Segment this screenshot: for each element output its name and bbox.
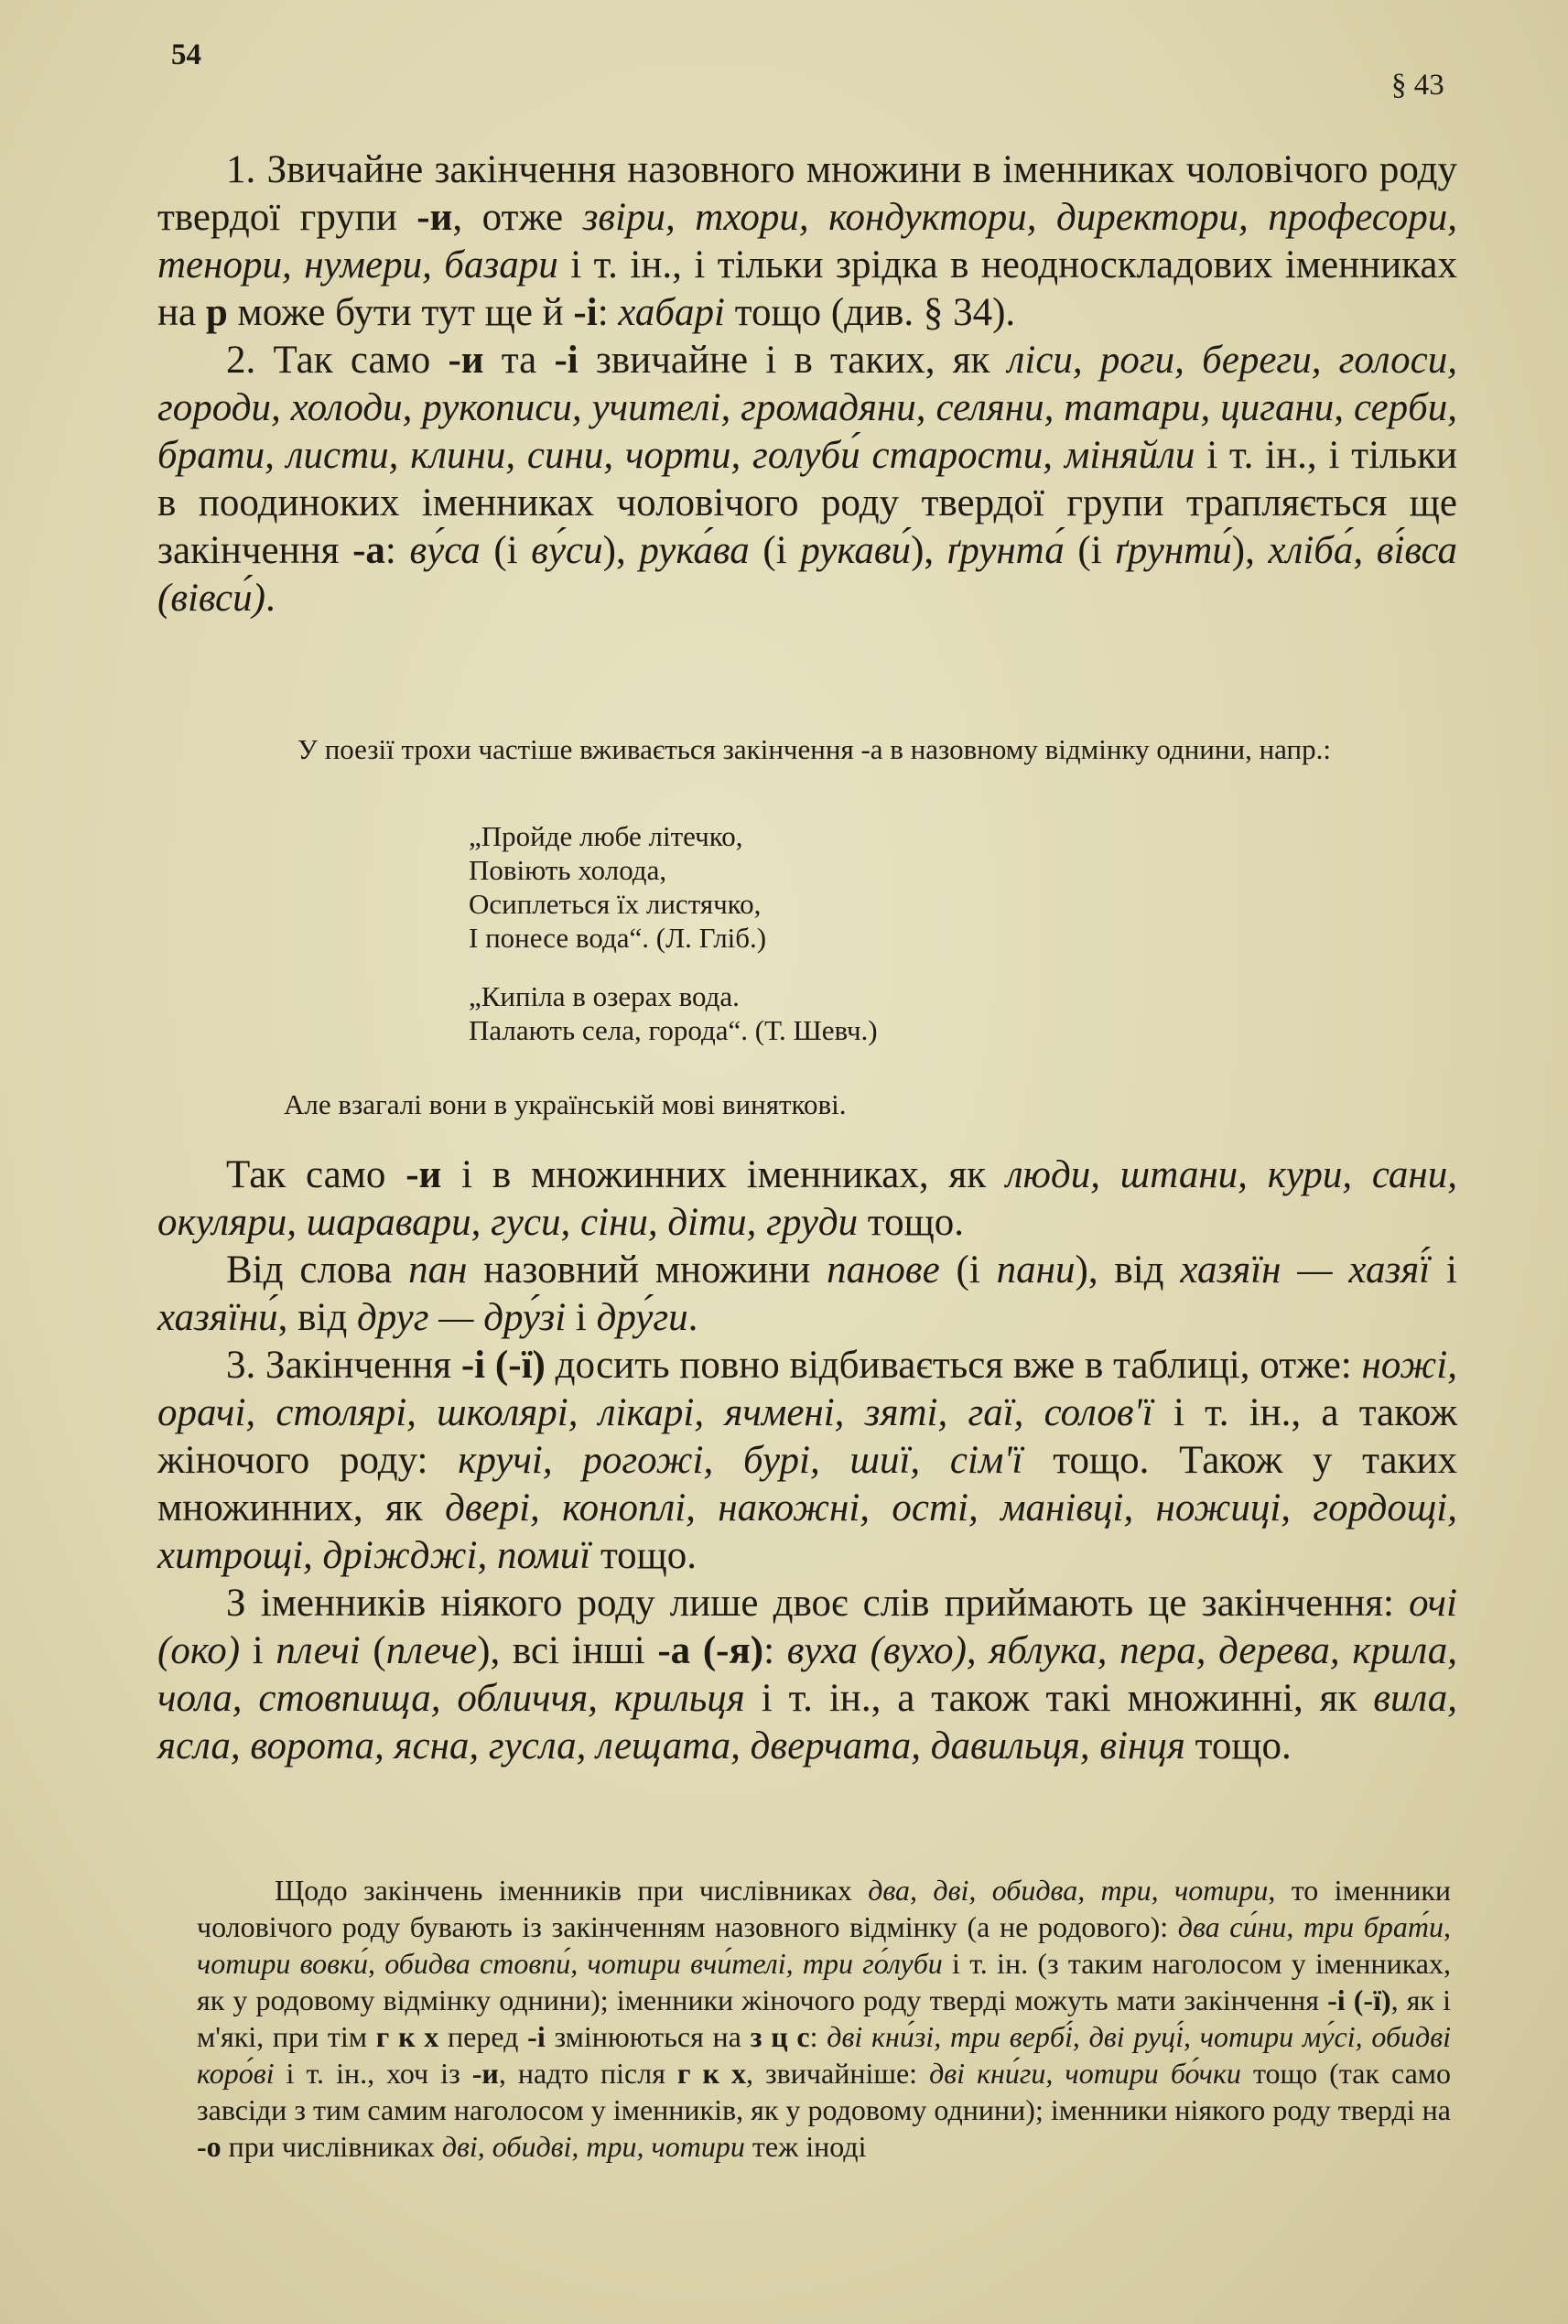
- bold-text: р: [205, 291, 228, 334]
- italic-text: ліси, роги, береги, голоси, городи, холоди, рукописи, учителі, громадяни, селяни, татари, цигани, серби, брати, листи, клини, сини, чорти, голуби́ старости, міняйли: [157, 339, 1457, 477]
- text-run: тощо.: [1184, 1724, 1292, 1767]
- text-run: тощо. Також у таких множинних, як: [157, 1439, 1457, 1530]
- text-run: 2. Так само: [226, 339, 449, 382]
- verse-1-line: Повіють холода,: [469, 854, 667, 886]
- text-run: .: [687, 1296, 698, 1339]
- text-run: :: [597, 291, 619, 334]
- italic-text: два си́ни, три брат́и, чотири вовки́, обидва стовпи́, чотири вчи́телі, три го́луби: [197, 1910, 1452, 1980]
- italic-text: люди, штани, кури, сани, окуляри, шаравари, гуси, сіни, діти, груди: [157, 1153, 1457, 1244]
- note-1: У поезії трохи частіше вживається закінчення -а в назовному відмінку однини, напр.:: [297, 733, 1331, 765]
- italic-text: ножі, орачі, столярі, школярі, лікарі, ячмені, зяті, гаї, солов'ї: [157, 1344, 1457, 1434]
- text-run: і т. ін., а також такі множинні, як: [744, 1677, 1374, 1720]
- italic-text: хліба́, ві́вса (вівси́): [157, 529, 1457, 620]
- text-run: звичайне і в таких, як: [578, 339, 1008, 382]
- text-run: назовний множини: [467, 1248, 827, 1292]
- bold-text: -а: [352, 529, 385, 572]
- text-run: (і: [939, 1248, 997, 1292]
- main-text-bottom: [157, 1151, 1457, 1770]
- italic-text: очі (око): [157, 1582, 1457, 1672]
- italic-text: плечі: [276, 1629, 361, 1672]
- text-run: ), всі інші: [477, 1629, 658, 1672]
- text-run: при числівниках: [221, 2130, 442, 2163]
- text-run: 1. Звичайне закінчення назовного множини в іменниках чоловічого роду твердої групи: [157, 148, 1457, 239]
- bold-text: -и: [448, 339, 484, 382]
- note-3: [197, 1872, 1451, 2165]
- italic-text: дві, обидві, три, чотири: [441, 2130, 745, 2163]
- italic-text: вуха (вухо), яблука, пера, дерева, крила, чола, стовпища, обличчя, крильця: [157, 1629, 1457, 1720]
- text-run: ),: [911, 529, 947, 572]
- text-run: , звичайніше:: [746, 2057, 930, 2090]
- bold-text: -і (-ї): [1327, 1984, 1391, 2016]
- italic-text: ву́си: [531, 529, 603, 572]
- text-run: і: [566, 1296, 597, 1339]
- text-run: і: [240, 1629, 276, 1672]
- italic-text: пан: [408, 1248, 468, 1292]
- text-run: і т. ін., і тільки зрідка в неодноскладових іменниках на: [157, 243, 1457, 334]
- paragraph-1: [157, 146, 1457, 337]
- text-run: ),: [602, 529, 640, 572]
- text-run: змінюються на: [545, 2020, 751, 2053]
- bold-text: -а (-я): [657, 1629, 764, 1672]
- text-run: , від: [277, 1296, 357, 1339]
- italic-text: пани: [996, 1248, 1076, 1292]
- bold-text: -і: [554, 339, 579, 382]
- verse-2: [469, 979, 878, 1047]
- bold-text: -і: [573, 291, 598, 334]
- italic-text: рукави́: [800, 529, 912, 572]
- verse-2-line: Палають села, города“. (Т. Шевч.): [469, 1014, 878, 1046]
- text-run: досить повно відбивається вже в таблиці, отже:: [545, 1344, 1362, 1387]
- verse-1-line: Осиплеться їх листячко,: [469, 888, 762, 920]
- text-run: тощо (так само завсіди з тим самим наголосом у іменників, як у родовому однини); іменники ніякого роду тверді на: [197, 2057, 1452, 2126]
- italic-text: ґрунти́: [1115, 529, 1232, 572]
- text-run: :: [384, 529, 410, 572]
- bold-text: з ц с: [750, 2020, 810, 2053]
- verse-1-line: І понесе вода“. (Л. Гліб.): [469, 922, 767, 954]
- italic-text: ву́са: [409, 529, 481, 572]
- bold-text: -и: [406, 1153, 442, 1196]
- text-run: (і: [480, 529, 532, 572]
- paragraph-4: [157, 1247, 1457, 1342]
- text-run: і т. ін. (з таким наголосом у іменниках, як у родовому відмінку однини); іменники жіночого роду тверді можуть мати закінчення: [197, 1947, 1452, 2016]
- numeral-note: [197, 1872, 1451, 2165]
- text-run: .: [265, 577, 276, 620]
- italic-text: хазяїн — хазяї́: [1180, 1248, 1431, 1292]
- paragraph-6: [157, 1580, 1457, 1770]
- bold-text: -і (-ї): [460, 1344, 546, 1387]
- text-run: Так само: [226, 1153, 406, 1196]
- text-run: тощо (див. § 34).: [725, 291, 1016, 334]
- text-run: :: [763, 1629, 787, 1672]
- text-run: (: [360, 1629, 386, 1672]
- text-run: (і: [1064, 529, 1116, 572]
- text-run: Щодо закінчень іменників при числівниках: [275, 1874, 869, 1907]
- italic-text: двері, коноплі, накожні, ості, манівці, ножиці, гордощі, хитрощі, дріжджі, помиї: [157, 1486, 1458, 1577]
- italic-text: хазяїни́: [157, 1296, 278, 1339]
- bold-text: -і: [527, 2020, 546, 2053]
- italic-text: плече: [385, 1629, 478, 1672]
- text-run: та: [483, 339, 555, 382]
- italic-text: дві кни́зі, три вербі́, дві руці́, чотири му́сі, обидві коро́ві: [197, 2020, 1452, 2090]
- italic-text: вила, ясла, ворота, ясна, гусла, лещата, дверчата, давильця, вінця: [157, 1677, 1457, 1767]
- italic-text: дві кни́ги, чотири бо́чки: [929, 2057, 1241, 2090]
- bold-text: -о: [197, 2130, 222, 2163]
- paragraph-3: [157, 1151, 1457, 1247]
- text-run: тощо.: [858, 1201, 964, 1244]
- text-run: перед: [438, 2020, 528, 2053]
- paragraph-5: [157, 1342, 1457, 1580]
- italic-text: кручі, рогожі, бурі, шиї, сім'ї: [458, 1439, 1023, 1482]
- text-run: і: [1430, 1248, 1457, 1292]
- text-run: (і: [749, 529, 801, 572]
- italic-text: дру́ги: [596, 1296, 688, 1339]
- bold-text: -и: [416, 196, 453, 239]
- text-run: , як і м'які, при тім: [197, 1984, 1452, 2053]
- text-run: 3. Закінчення: [226, 1344, 461, 1387]
- text-run: , надто після: [498, 2057, 677, 2090]
- verse-2-line: „Кипіла в озерах вода.: [469, 980, 740, 1012]
- text-run: З іменників ніякого роду лише двоє слів приймають це закінчення:: [226, 1582, 1410, 1625]
- text-run: і т. ін., і тільки в поодиноких іменниках чоловічого роду твердої групи трапляється ще закінчення: [157, 434, 1458, 572]
- text-run: , то іменники чоловічого роду бувають із закінченням назовного відмінку (а не родового):: [197, 1874, 1452, 1943]
- verse-1-line: „Пройде любе літечко,: [469, 820, 743, 852]
- page-number: 54: [171, 38, 201, 71]
- poetry-note-end: [284, 1087, 1382, 1122]
- bold-text: г к х: [676, 2057, 746, 2090]
- note-2: Але взагалі вони в українській мові виняткові.: [284, 1088, 847, 1120]
- italic-text: ґрунта́: [946, 529, 1065, 572]
- bold-text: -и: [471, 2057, 499, 2090]
- poetry-note: [297, 732, 1455, 767]
- italic-text: звіри, тхори, кондуктори, директори, професори, тенори, нумери, базари: [157, 196, 1458, 286]
- italic-text: друг — дру́зі: [356, 1296, 567, 1339]
- text-run: і т. ін., а також жіночого роду:: [157, 1391, 1457, 1482]
- text-run: , отже: [452, 196, 583, 239]
- italic-text: два, дві, обидва, три, чотири: [868, 1874, 1269, 1907]
- text-run: може бути тут ще й: [227, 291, 574, 334]
- section-marker: § 43: [1391, 69, 1444, 102]
- bold-text: г к х: [375, 2020, 439, 2053]
- text-run: і т. ін., хоч із: [274, 2057, 472, 2090]
- text-run: :: [809, 2020, 827, 2053]
- italic-text: панове: [827, 1248, 940, 1292]
- italic-text: хабарі: [618, 291, 725, 334]
- paragraph-2: [157, 337, 1457, 622]
- main-text-top: [157, 146, 1457, 622]
- text-run: тощо.: [590, 1534, 697, 1577]
- text-run: і в множинних іменниках, як: [441, 1153, 1006, 1196]
- text-run: Від слова: [226, 1248, 409, 1292]
- text-run: ),: [1231, 529, 1269, 572]
- verse-1: [469, 819, 766, 955]
- text-run: ), від: [1075, 1248, 1181, 1292]
- italic-text: рука́ва: [639, 529, 750, 572]
- text-run: теж іноді: [744, 2130, 867, 2163]
